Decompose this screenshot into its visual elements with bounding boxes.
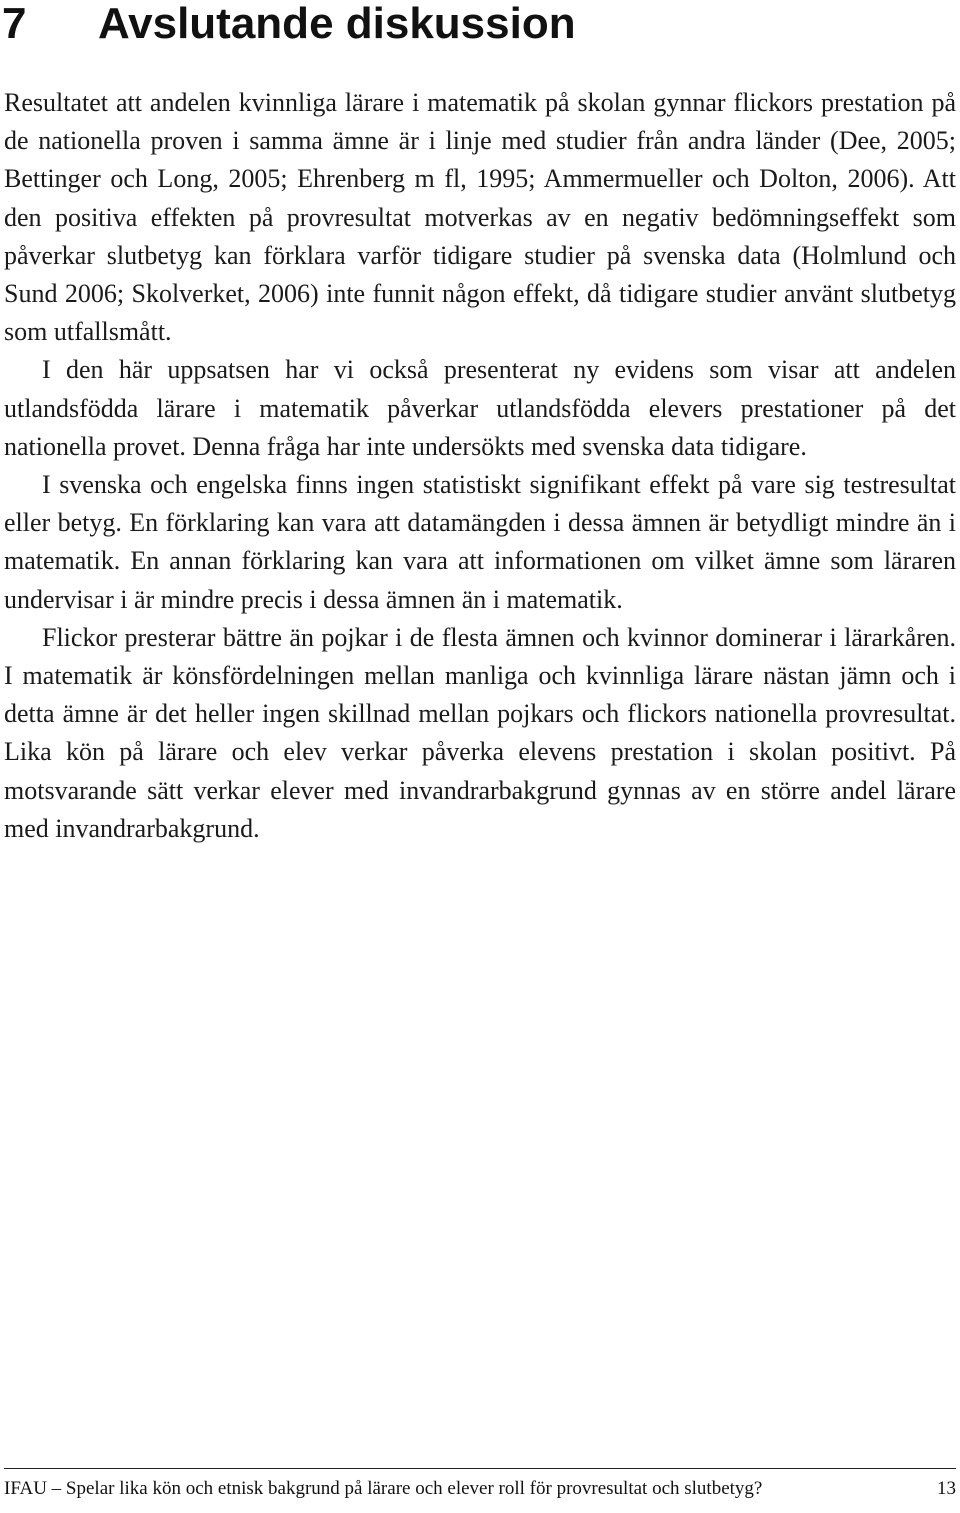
section-number: 7 bbox=[2, 0, 27, 48]
page-number: 13 bbox=[937, 1478, 956, 1499]
paragraph-2: I den här uppsatsen har vi också presenterat ny evidens som visar att andelen utlandsfödda lärare i matematik påverkar utlandsfödda elevers prestationer på det nationella provet. Denna fråga har inte undersökts med svenska data tidigare. bbox=[4, 355, 956, 461]
section-title: Avslutande diskussion bbox=[98, 0, 576, 48]
paragraph-4: Flickor presterar bättre än pojkar i de flesta ämnen och kvinnor dominerar i lärarkåren. I matematik är könsfördelningen mellan manliga och kvinnliga lärare nästan jämn och i detta ämne är det heller ingen skillnad mellan pojkars och flickors nationella provresultat. Lika kön på lärare och elev verkar påverka elevens prestation i skolan positivt. På motsvarande sätt verkar elever med invandrarbakgrund gynnas av en större andel lärare med invandrarbakgrund. bbox=[4, 622, 956, 843]
page-footer bbox=[4, 1468, 956, 1501]
paragraph-1: Resultatet att andelen kvinnliga lärare i matematik på skolan gynnar flickors prestation på de nationella proven i samma ämne är i linje med studier från andra länder (Dee, 2005; Bettinger och Long, 2005; Ehrenberg m fl, 1995; Ammermueller och Dolton, 2006). Att den positiva effekten på provresultat motverkas av en negativ bedömningseffekt som påverkar slutbetyg kan förklara varför tidigare studier på svenska data (Holmlund och Sund 2006; Skolverket, 2006) inte funnit någon effekt, då tidigare studier använt slutbetyg som utfallsmått. bbox=[4, 88, 956, 347]
footer-running-title: IFAU – Spelar lika kön och etnisk bakgrund på lärare och elever roll för provresultat och slutbetyg? bbox=[4, 1478, 763, 1499]
paragraph-3: I svenska och engelska finns ingen statistiskt signifikant effekt på vare sig testresultat eller betyg. En förklaring kan vara att datamängden i dessa ämnen är betydligt mindre än i matematik. En annan förklaring kan vara att informationen om vilket ämne som läraren undervisar i är mindre precis i dessa ämnen än i matematik. bbox=[4, 470, 956, 614]
body-text bbox=[4, 84, 956, 848]
section-heading bbox=[2, 0, 576, 50]
